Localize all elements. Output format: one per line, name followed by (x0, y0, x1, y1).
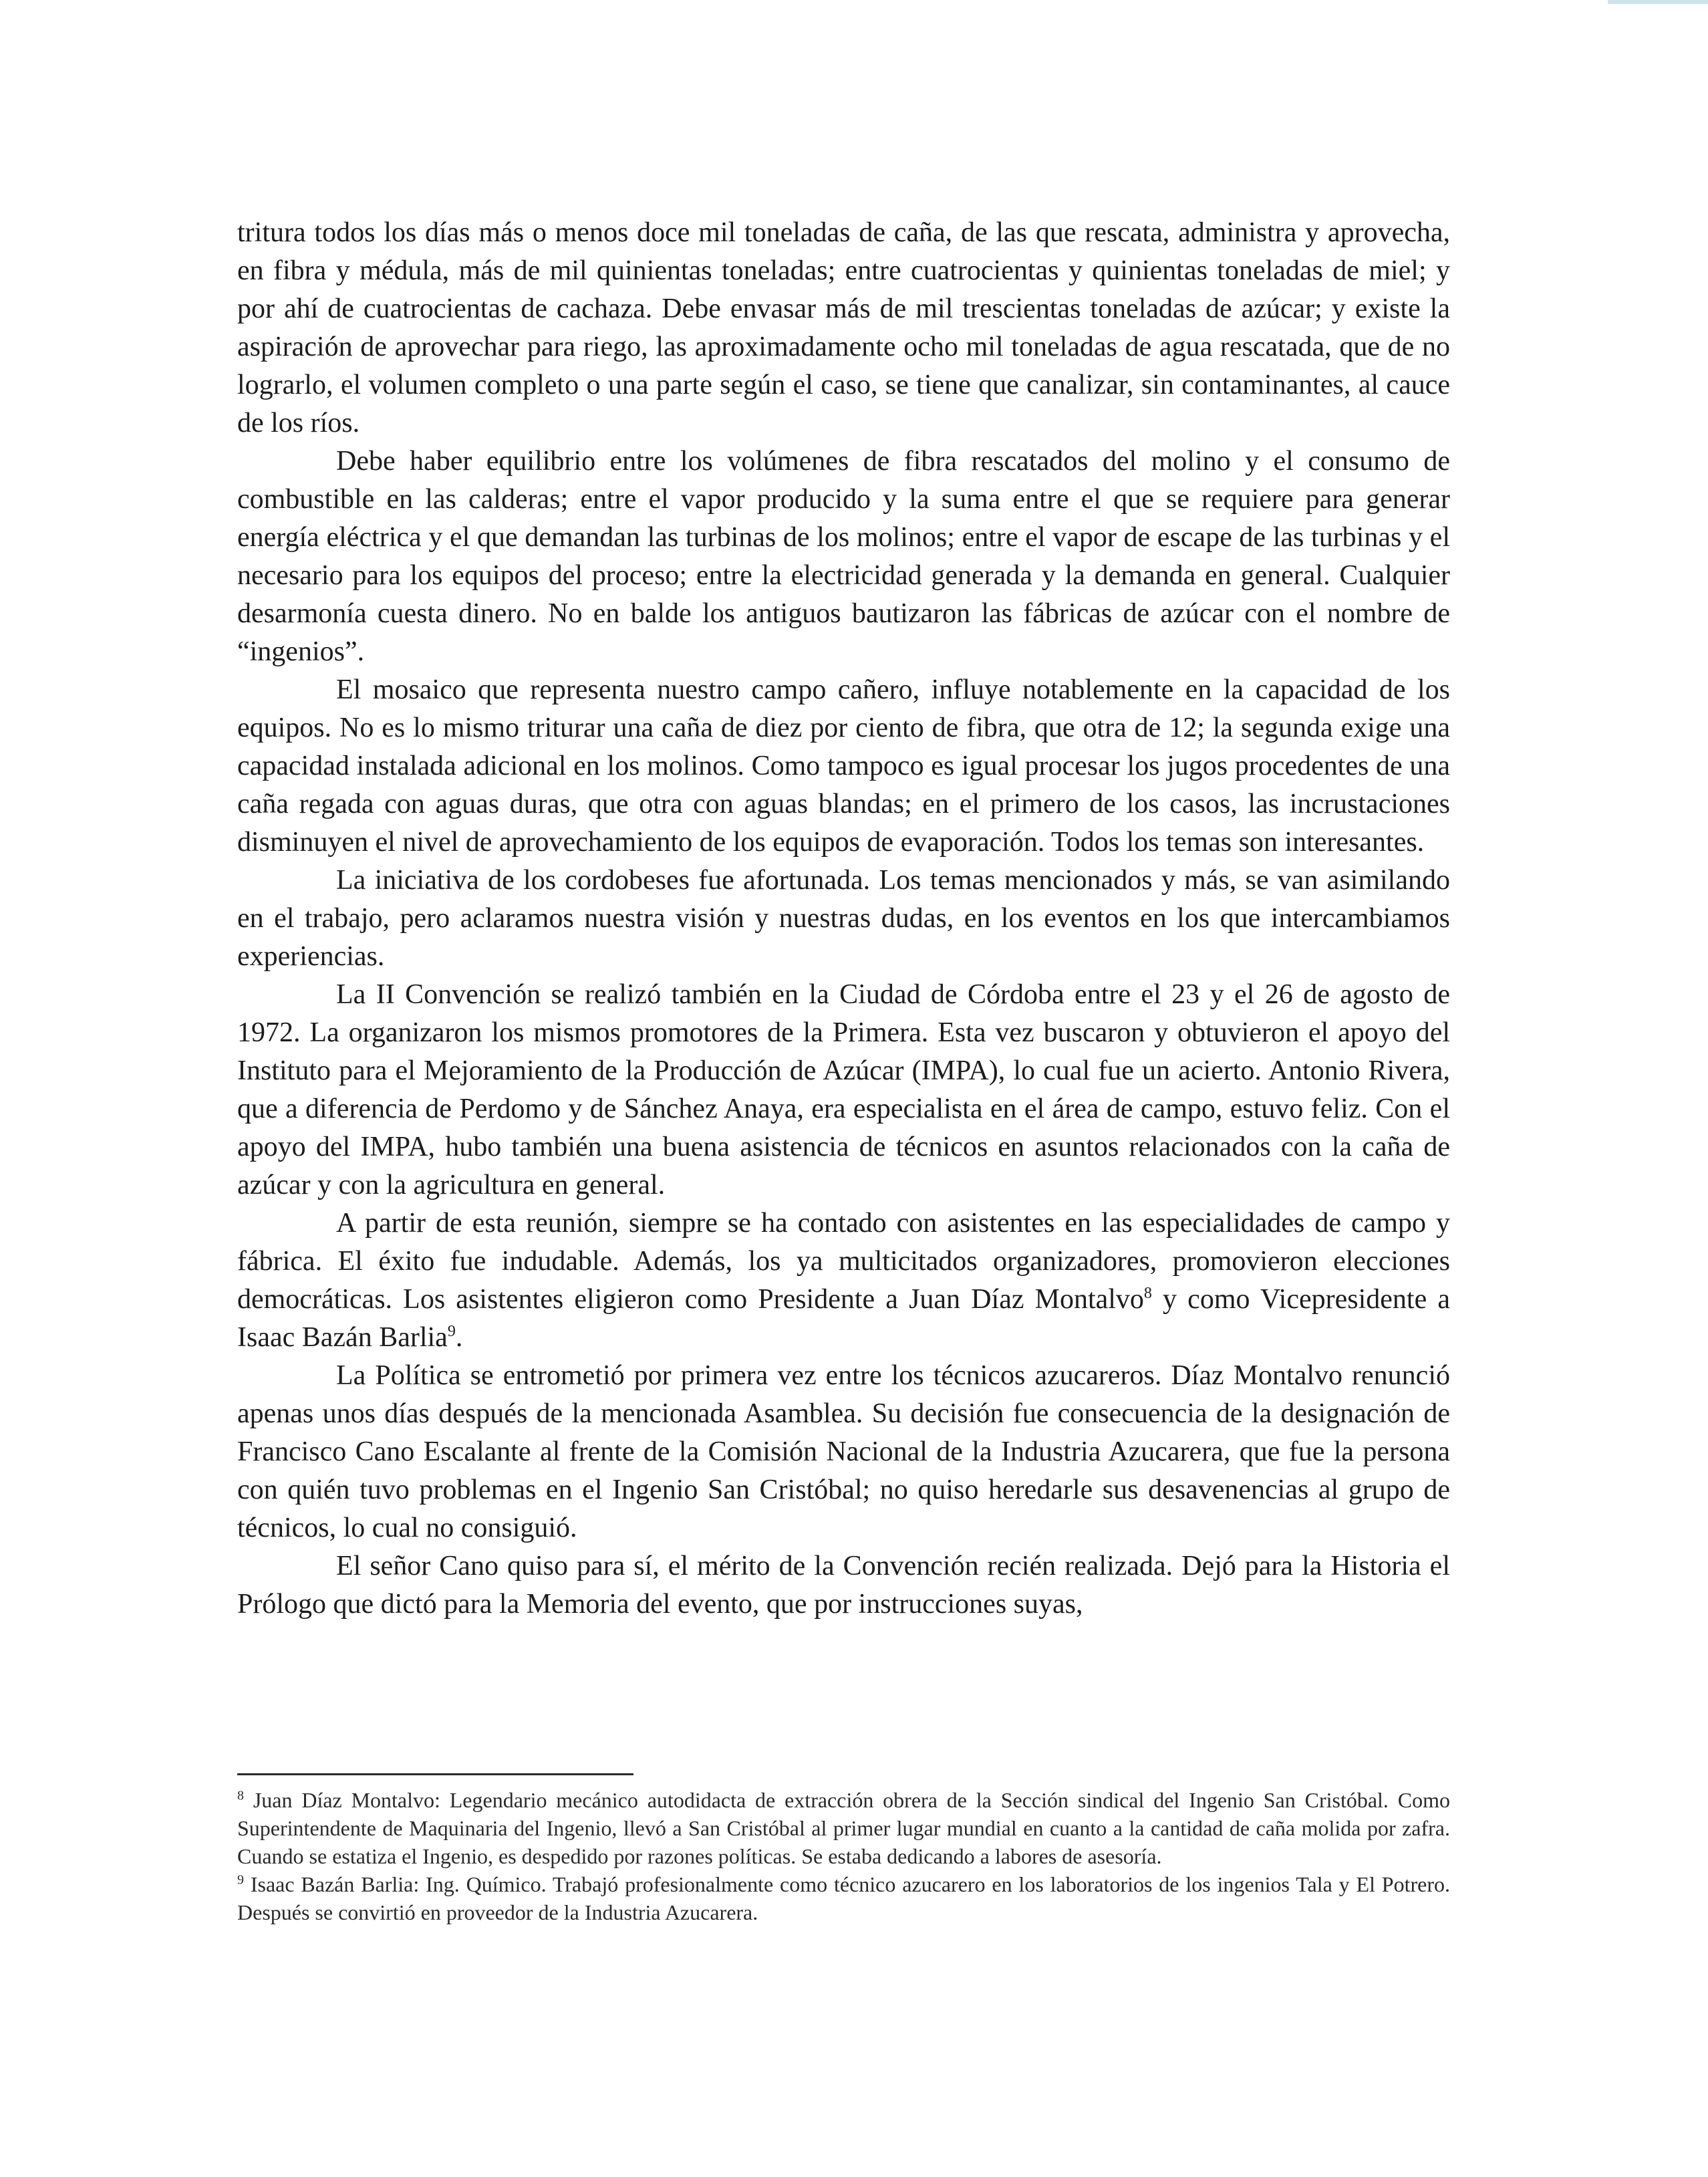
paragraph-elecciones (237, 1204, 1450, 1357)
footnotes (237, 1786, 1450, 1926)
footnote-text-8: Juan Díaz Montalvo: Legendario mecánico autodidacta de extracción obrera de la Sección sindical del Ingenio San Cristóbal. Como Superintendente de Maquinaria del Ingenio, llevó a San Cristóbal al primer lugar mundial en cuanto a la cantidad de caña molida por zafra. Cuando se estatiza el Ingenio, es despedido por razones políticas. Se estaba dedicando a labores de asesoría. (237, 1788, 1450, 1868)
footnote-number-9: 9 (237, 1872, 244, 1888)
paragraph-equilibrio: Debe haber equilibrio entre los volúmenes de fibra rescatados del molino y el consumo de combustible en las calderas; entre el vapor producido y la suma entre el que se requiere para generar energía eléctrica y el que demandan las turbinas de los molinos; entre el vapor de escape de las turbinas y el necesario para los equipos del proceso; entre la electricidad generada y la demanda en general. Cualquier desarmonía cuesta dinero. No en balde los antiguos bautizaron las fábricas de azúcar con el nombre de “ingenios”. (237, 446, 1450, 667)
paragraph-senor-cano: El señor Cano quiso para sí, el mérito de la Convención recién realizada. Dejó para la Historia el Prólogo que dictó para la Memoria del evento, que por instrucciones suyas, (237, 1551, 1450, 1620)
paragraph-mosaico: El mosaico que representa nuestro campo cañero, influye notablemente en la capacidad de los equipos. No es lo mismo triturar una caña de diez por ciento de fibra, que otra de 12; la segunda exige una capacidad instalada adicional en los molinos. Como tampoco es igual procesar los jugos procedentes de una caña regada con aguas duras, que otra con aguas blandas; en el primero de los casos, las incrustaciones disminuyen el nivel de aprovechamiento de los equipos de evaporación. Todos los temas son interesantes. (237, 674, 1450, 858)
footnote-ref-9: 9 (447, 1323, 456, 1340)
paragraph-elecciones-text-3: . (455, 1322, 463, 1353)
footnote-text-9: Isaac Bazán Barlia: Ing. Químico. Trabajó profesionalmente como técnico azucarero en los laboratorios de los ingenios Tala y El Potrero. Después se convirtió en proveedor de la Industria Azucarera. (237, 1872, 1450, 1924)
paragraph-elecciones-text-1: A partir de esta reunión, siempre se ha contado con asistentes en las especialidades de campo y fábrica. El éxito fue indudable. Además, los ya multicitados organizadores, promovieron elecciones democráticas. Los asistentes eligieron como Presidente a Juan Díaz Montalvo (237, 1208, 1450, 1315)
paragraph-elecciones-text-2: y como Vicepresidente a Isaac Bazán Barlia (237, 1284, 1450, 1353)
footnote-number-8: 8 (237, 1788, 244, 1803)
body-text (237, 214, 1450, 1624)
paragraph-ii-convencion: La II Convención se realizó también en la Ciudad de Córdoba entre el 23 y el 26 de agosto de 1972. La organizaron los mismos promotores de la Primera. Esta vez buscaron y obtuvieron el apoyo del Instituto para el Mejoramiento de la Producción de Azúcar (IMPA), lo cual fue un acierto. Antonio Rivera, que a diferencia de Perdomo y de Sánchez Anaya, era especialista en el área de campo, estuvo feliz. Con el apoyo del IMPA, hubo también una buena asistencia de técnicos en asuntos relacionados con la caña de azúcar y con la agricultura en general. (237, 979, 1450, 1200)
paragraph-iniciativa: La iniciativa de los cordobeses fue afortunada. Los temas mencionados y más, se van asimilando en el trabajo, pero aclaramos nuestra visión y nuestras dudas, en los eventos en los que intercambiamos experiencias. (237, 865, 1450, 972)
scan-edge-mark (1608, 0, 1708, 4)
footnote-divider (237, 1773, 633, 1775)
footnote-9 (237, 1870, 1450, 1926)
paragraph-continuation: tritura todos los días más o menos doce mil toneladas de caña, de las que rescata, administra y aprovecha, en fibra y médula, más de mil quinientas toneladas; entre cuatrocientas y quinientas toneladas de miel; y por ahí de cuatrocientas de cachaza. Debe envasar más de mil trescientas toneladas de azúcar; y existe la aspiración de aprovechar para riego, las aproximadamente ocho mil toneladas de agua rescatada, que de no lograrlo, el volumen completo o una parte según el caso, se tiene que canalizar, sin contaminantes, al cauce de los ríos. (237, 217, 1450, 438)
paragraph-politica: La Política se entrometió por primera vez entre los técnicos azucareros. Díaz Montalvo renunció apenas unos días después de la mencionada Asamblea. Su decisión fue consecuencia de la designación de Francisco Cano Escalante al frente de la Comisión Nacional de la Industria Azucarera, que fue la persona con quién tuvo problemas en el Ingenio San Cristóbal; no quiso heredarle sus desavenencias al grupo de técnicos, lo cual no consiguió. (237, 1360, 1450, 1543)
footnote-ref-8: 8 (1143, 1285, 1152, 1302)
footnote-8 (237, 1786, 1450, 1870)
